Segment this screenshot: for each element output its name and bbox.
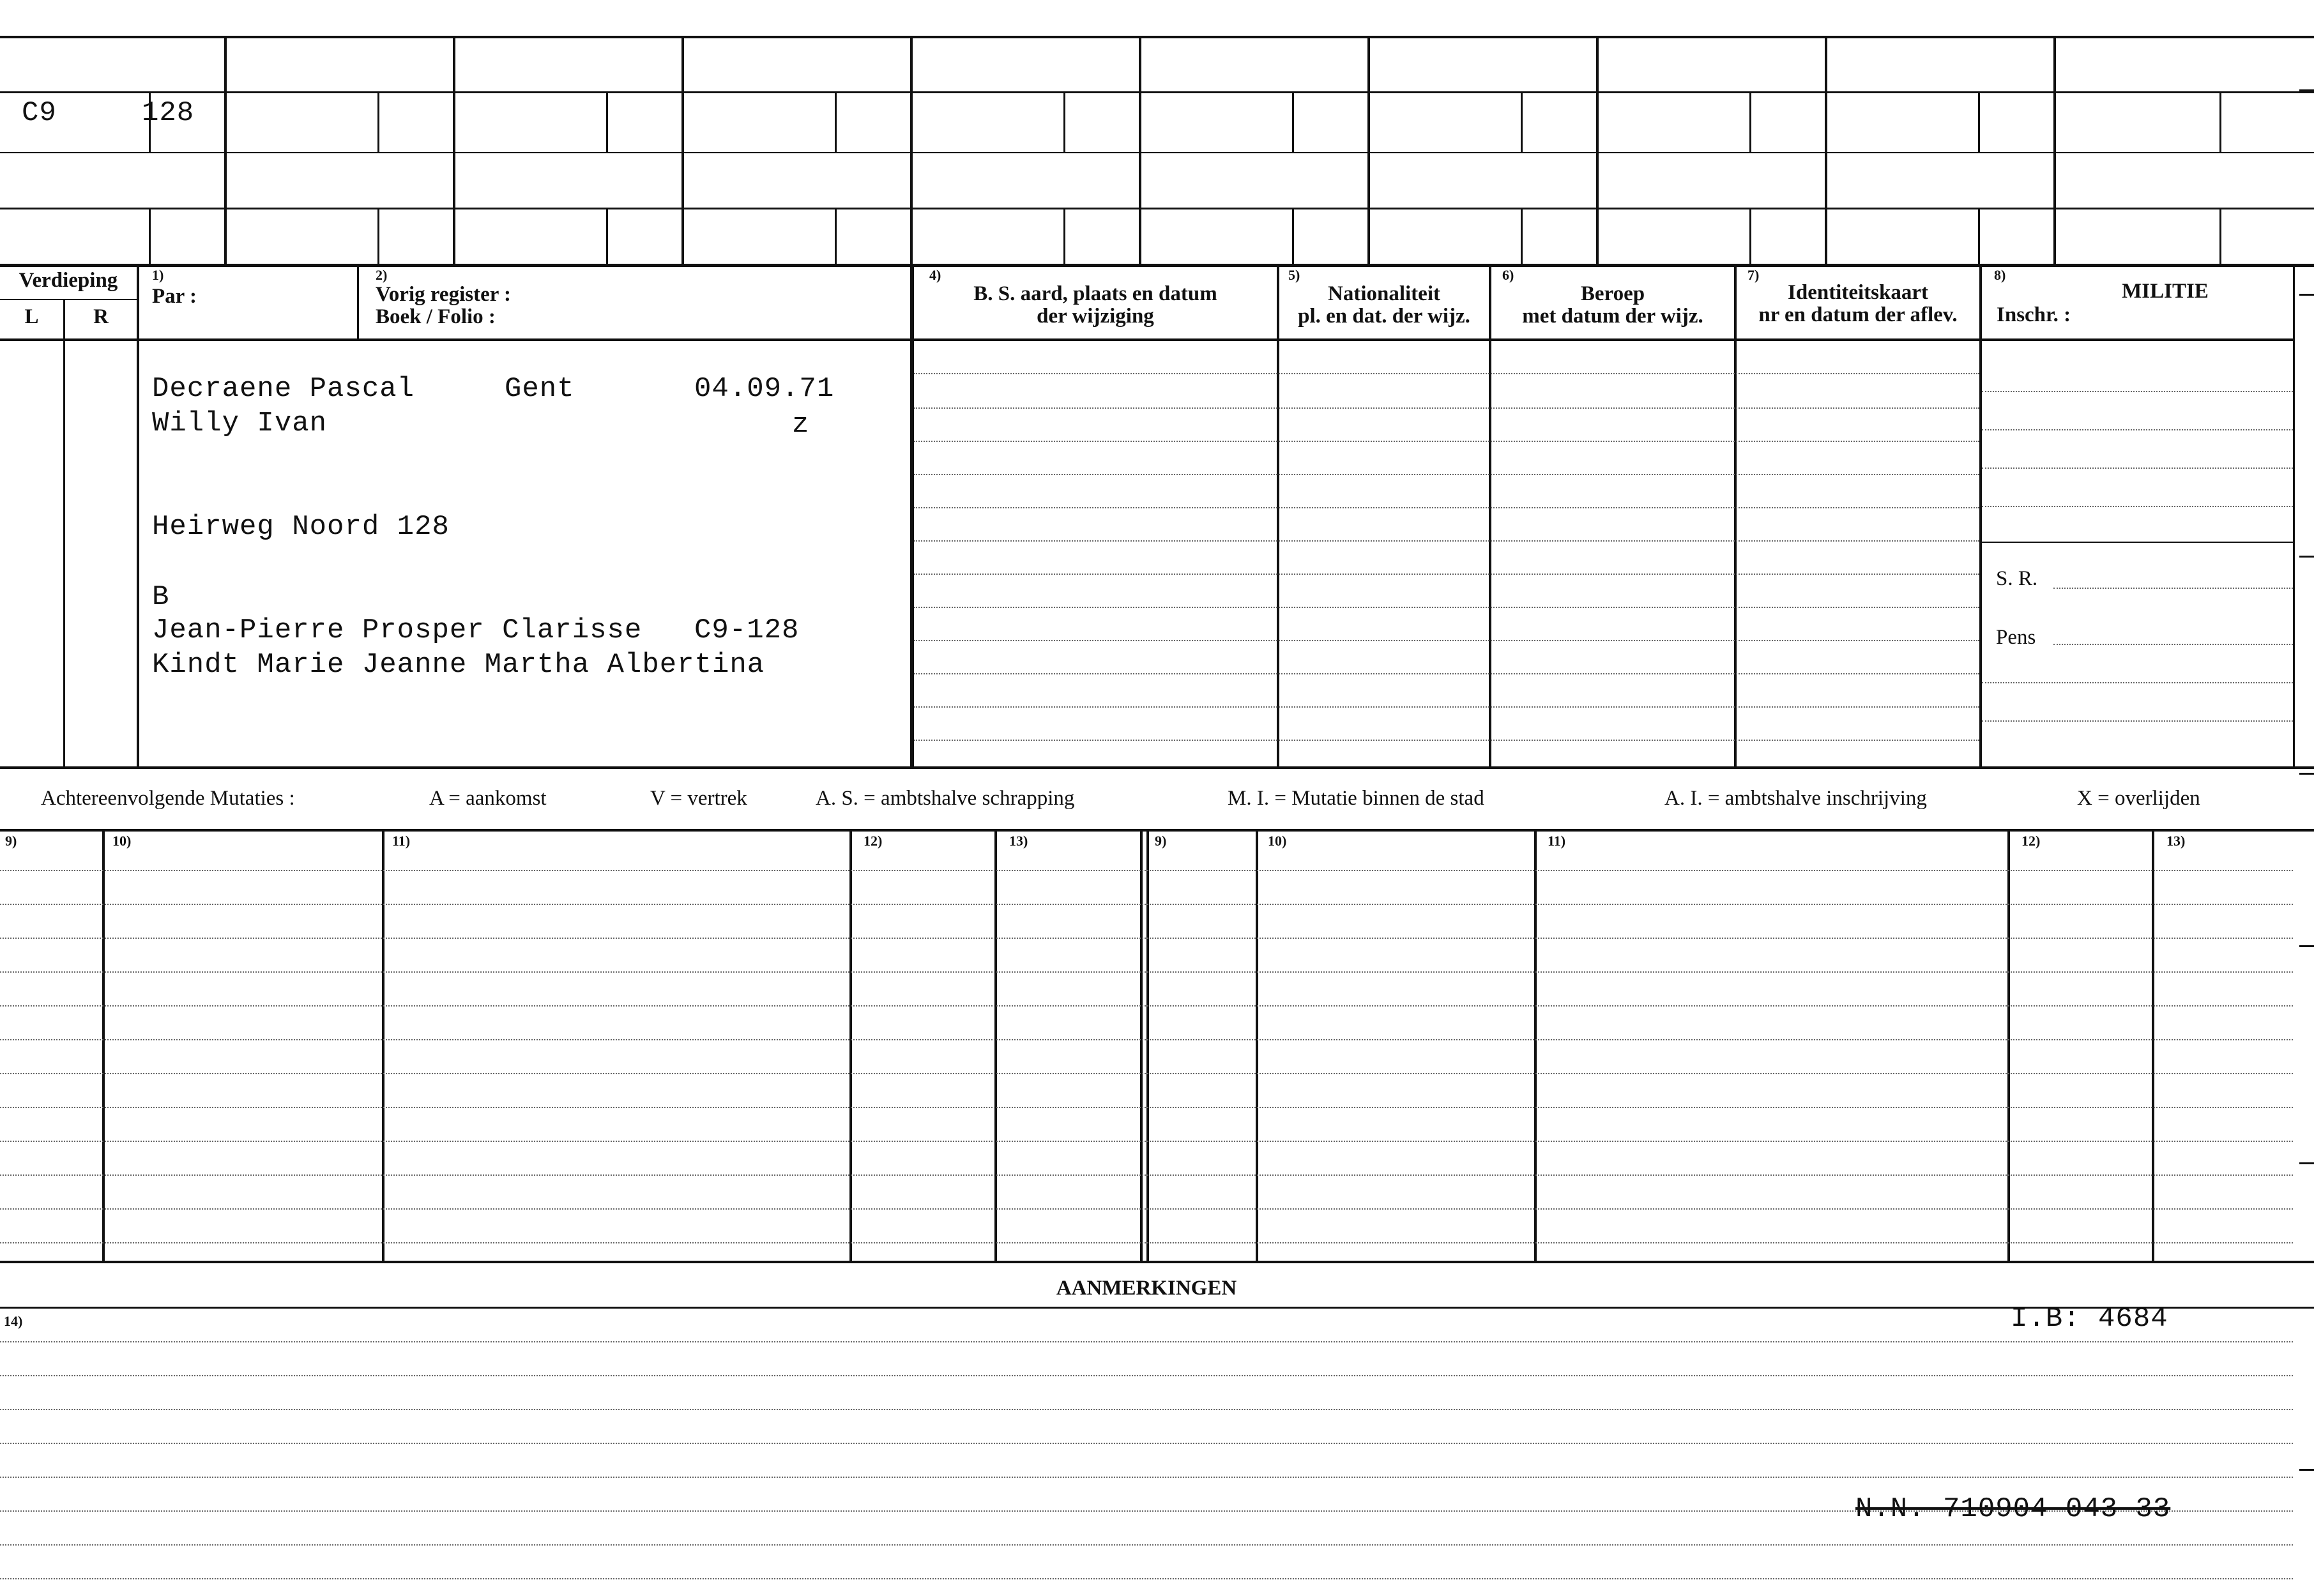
column-rule — [1489, 265, 1491, 766]
band-subdivider — [2219, 93, 2221, 152]
ruled-line — [914, 373, 1979, 374]
band-divider — [224, 37, 227, 265]
mutation-col-rule — [2007, 830, 2010, 1261]
ruled-line — [914, 673, 1979, 674]
mutation-col-rule — [2152, 830, 2154, 1261]
band-subdivider — [1521, 93, 1523, 152]
mutation-line — [0, 1107, 2293, 1108]
band-subdivider — [1978, 93, 1980, 152]
person-name: Decraene Pascal — [152, 373, 415, 405]
band-rule — [0, 152, 2314, 153]
col2-line1: Vorig register : — [376, 283, 512, 306]
band-subdivider — [835, 93, 837, 152]
remarks-title: AANMERKINGEN — [1056, 1277, 1237, 1300]
militie-sr: S. R. — [1996, 567, 2038, 590]
column-rule — [1979, 265, 1982, 766]
militie-inschr: Inschr. : — [1997, 303, 2071, 326]
remarks-line — [0, 1341, 2293, 1342]
mutation-line — [0, 904, 2293, 905]
mutation-v: V = vertrek — [650, 787, 747, 810]
mutation-line — [0, 870, 2293, 871]
ruled-line — [914, 441, 1979, 442]
header-bottom-rule — [0, 338, 2293, 341]
militie-title: MILITIE — [2122, 280, 2209, 303]
col7-number: 7) — [1747, 267, 1760, 283]
col4-line1: B. S. aard, plaats en datum — [973, 282, 1217, 305]
col8-number: 8) — [1994, 267, 2006, 283]
band-subdivider — [1063, 209, 1065, 265]
band-divider — [1367, 37, 1370, 265]
ib-number: I.B: 4684 — [2011, 1303, 2168, 1335]
band-divider — [1596, 37, 1599, 265]
card-number: 128 — [142, 97, 195, 129]
mutation-col-11: 11) — [392, 833, 411, 849]
band-divider — [2053, 37, 2056, 265]
mutation-col-rule — [382, 830, 384, 1261]
birth-date: 04.09.71 — [694, 373, 835, 405]
mutations-top-rule — [0, 829, 2314, 832]
card-code: C9 — [22, 97, 57, 129]
remarks-line — [0, 1375, 2293, 1376]
remarks-header-rule — [0, 1307, 2314, 1309]
militie-line — [1982, 682, 2293, 683]
mutation-as: A. S. = ambtshalve schrapping — [816, 787, 1075, 810]
col2-number: 2) — [376, 267, 388, 283]
ruled-line — [914, 507, 1979, 508]
militie-pens: Pens — [1996, 626, 2036, 649]
band-divider — [1139, 37, 1141, 265]
mutation-col-11b: 11) — [1548, 833, 1566, 849]
verdieping-rule — [0, 299, 137, 300]
column-rule-lr — [63, 300, 65, 766]
remarks-number: 14) — [4, 1313, 23, 1329]
remarks-line — [0, 1477, 2293, 1478]
band-subdivider — [377, 93, 379, 152]
mutation-line — [0, 1141, 2293, 1142]
band-subdivider — [835, 209, 837, 265]
column-rule — [357, 265, 359, 340]
remarks-line — [0, 1544, 2293, 1546]
band-subdivider — [149, 209, 151, 265]
birth-place: Gent — [505, 373, 575, 405]
mutation-col-rule — [994, 830, 997, 1261]
mutation-col-12b: 12) — [2021, 833, 2041, 849]
ruled-line — [914, 640, 1979, 641]
col7-line2: nr en datum der aflev. — [1758, 303, 1958, 326]
band-subdivider — [1292, 93, 1294, 152]
band-subdivider — [377, 209, 379, 265]
col2-line2: Boek / Folio : — [376, 305, 496, 328]
col7-line1: Identiteitskaart — [1788, 281, 1928, 304]
mutation-line — [0, 1073, 2293, 1074]
militie-line — [1982, 391, 2293, 392]
column-rule — [1734, 265, 1737, 766]
edge-tick — [2299, 89, 2314, 91]
mutation-line — [0, 1174, 2293, 1176]
col6-line1: Beroep — [1580, 282, 1645, 305]
col5-line2: pl. en dat. der wijz. — [1298, 305, 1470, 328]
ruled-line — [914, 574, 1979, 575]
edge-tick — [2299, 773, 2314, 775]
band-subdivider — [1521, 209, 1523, 265]
edge-tick — [2299, 945, 2314, 947]
mutation-mi: M. I. = Mutatie binnen de stad — [1228, 787, 1484, 810]
mutation-col-9: 9) — [5, 833, 17, 849]
right-border — [2293, 265, 2295, 766]
band-rule — [0, 91, 2314, 93]
mutations-label: Achtereenvolgende Mutaties : — [41, 787, 295, 810]
col4-line2: der wijziging — [1037, 305, 1154, 328]
mutation-col-13: 13) — [1009, 833, 1028, 849]
mutation-col-rule — [102, 830, 105, 1261]
col4-number: 4) — [929, 267, 941, 283]
militie-rule — [1982, 542, 2293, 543]
mutation-line — [0, 938, 2293, 939]
mutation-col-rule — [1140, 830, 1143, 1261]
mutation-col-10: 10) — [112, 833, 132, 849]
militie-line — [1982, 506, 2293, 507]
column-rule — [910, 265, 914, 766]
mutation-line — [0, 1005, 2293, 1007]
address: Heirweg Noord 128 — [152, 511, 450, 543]
verdieping-l: L — [24, 305, 39, 328]
edge-tick — [2299, 294, 2314, 296]
mutation-ai: A. I. = ambtshalve inschrijving — [1664, 787, 1927, 810]
band-subdivider — [1063, 93, 1065, 152]
edge-tick — [2299, 556, 2314, 558]
militie-line — [1982, 720, 2293, 722]
mutation-col-rule — [1256, 830, 1258, 1261]
col5-line1: Nationaliteit — [1328, 282, 1440, 305]
mutation-a: A = aankomst — [429, 787, 547, 810]
col6-number: 6) — [1502, 267, 1514, 283]
ruled-line — [914, 607, 1979, 608]
col6-line2: met datum der wijz. — [1522, 305, 1703, 328]
band-subdivider — [1292, 209, 1294, 265]
mutation-line — [0, 1242, 2293, 1243]
body-bottom-rule — [0, 766, 2314, 769]
ruled-line — [914, 407, 1979, 409]
band-rule — [0, 208, 2314, 209]
mutation-line — [0, 1208, 2293, 1210]
band-divider — [910, 37, 913, 265]
remarks-line — [0, 1578, 2293, 1579]
mutation-col-rule — [1146, 830, 1149, 1261]
militie-line — [1982, 467, 2293, 469]
band-divider — [681, 37, 684, 265]
verdieping-r: R — [93, 305, 109, 328]
col1-inner-rule — [137, 340, 139, 768]
band-subdivider — [606, 93, 608, 152]
reference: C9-128 — [694, 614, 800, 646]
mutation-line — [0, 971, 2293, 973]
mutation-line — [0, 1039, 2293, 1040]
ruled-line — [914, 706, 1979, 708]
col5-number: 5) — [1288, 267, 1300, 283]
national-number: N.N. 710904 043 33 — [1855, 1493, 2171, 1525]
militie-line — [2053, 588, 2293, 589]
given-names: Willy Ivan — [152, 407, 328, 439]
header-top-rule — [0, 264, 2314, 267]
ruled-line — [914, 540, 1979, 542]
band-divider — [1825, 37, 1827, 265]
edge-tick — [2299, 1162, 2314, 1164]
mother-name: Kindt Marie Jeanne Martha Albertina — [152, 649, 765, 681]
mutation-col-12: 12) — [864, 833, 883, 849]
remarks-top-rule — [0, 1261, 2314, 1263]
mutation-col-10b: 10) — [1268, 833, 1287, 849]
remarks-line — [0, 1409, 2293, 1410]
column-rule — [1277, 265, 1279, 766]
mutation-col-13b: 13) — [2166, 833, 2186, 849]
col1-label: Par : — [152, 285, 197, 308]
militie-line — [1982, 429, 2293, 430]
band-subdivider — [1749, 93, 1751, 152]
band-divider — [453, 37, 455, 265]
militie-line — [2053, 644, 2293, 645]
verdieping-label: Verdieping — [19, 269, 118, 292]
ruled-line — [914, 474, 1979, 475]
mutation-x: X = overlijden — [2077, 787, 2200, 810]
father-name: Jean-Pierre Prosper Clarisse — [152, 614, 643, 646]
remarks-line — [0, 1443, 2293, 1444]
band-subdivider — [1749, 209, 1751, 265]
mutation-col-9b: 9) — [1155, 833, 1167, 849]
top-border — [0, 36, 2314, 38]
section-letter: B — [152, 581, 170, 613]
mutation-col-rule — [1534, 830, 1537, 1261]
mutation-col-rule — [849, 830, 852, 1261]
ruled-line — [914, 740, 1979, 741]
band-subdivider — [606, 209, 608, 265]
col1-number: 1) — [152, 267, 164, 283]
band-subdivider — [2219, 209, 2221, 265]
edge-tick — [2299, 1469, 2314, 1471]
band-subdivider — [1978, 209, 1980, 265]
status-mark: z — [792, 409, 810, 441]
